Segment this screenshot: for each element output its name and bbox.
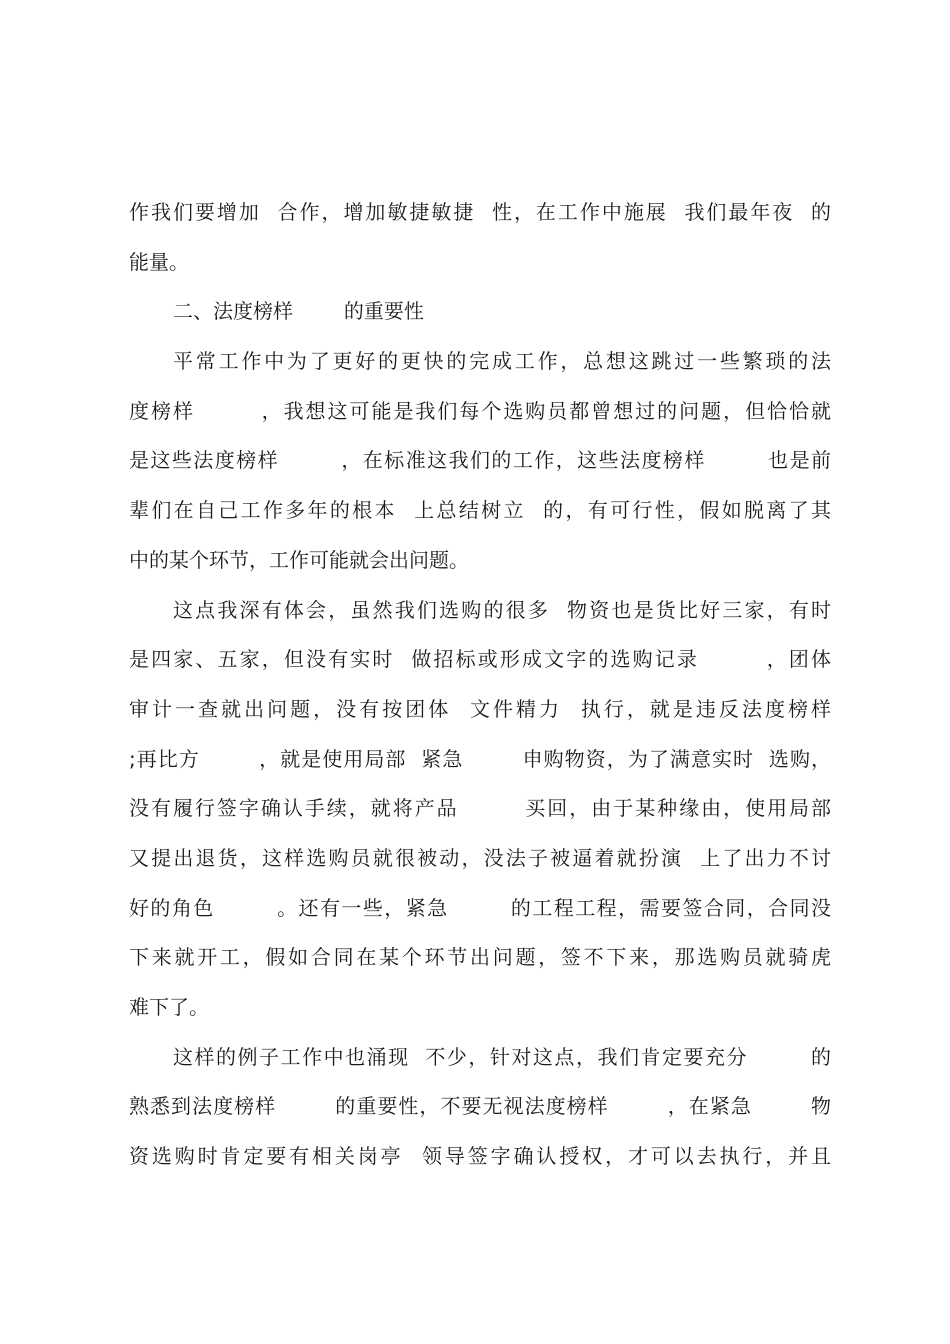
text-line: 下来就开工，假如合同在某个环节出问题，签不下来，那选购员就骑虎 [129, 945, 831, 970]
text-line: 又提出退货，这样选购员就很被动，没法子被逼着就扮演 上了出力不讨 [129, 845, 831, 870]
text-line: 辈们在自己工作多年的根本 上总结树立 的，有可行性，假如脱离了其 [129, 498, 831, 523]
text-line: ;再比方 ，就是使用局部 紧急 申购物资，为了满意实时 选购， [129, 746, 831, 771]
section-heading: 二、法度榜样 的重要性 [173, 299, 424, 324]
text-line: 这点我深有体会，虽然我们选购的很多 物资也是货比好三家，有时 [173, 597, 831, 622]
text-line: 这样的例子工作中也涌现 不少，针对这点，我们肯定要充分 的 [173, 1044, 831, 1069]
text-line: 作我们要增加 合作，增加敏捷敏捷 性，在工作中施展 我们最年夜 的 [129, 200, 831, 224]
text-line: 平常工作中为了更好的更快的完成工作，总想这跳过一些繁琐的法 [173, 349, 831, 374]
text-line: 资选购时肯定要有相关岗亭 领导签字确认授权，才可以去执行，并且 [129, 1144, 831, 1169]
text-line: 是四家、五家，但没有实时 做招标或形成文字的选购记录 ，团体 [129, 647, 831, 672]
text-line: 好的角色 。还有一些，紧急 的工程工程，需要签合同，合同没 [129, 895, 831, 920]
text-line: 熟悉到法度榜样 的重要性，不要无视法度榜样 ，在紧急 物 [129, 1094, 831, 1119]
text-line: 是这些法度榜样 ，在标准这我们的工作，这些法度榜样 也是前 [129, 448, 831, 473]
text-line: 没有履行签字确认手续，就将产品 买回，由于某种缘由，使用局部 [129, 796, 831, 821]
document-body [129, 188, 831, 1182]
text-line: 中的某个环节，工作可能就会出问题。 [129, 547, 469, 572]
text-line: 审计一查就出问题，没有按团体 文件精力 执行，就是违反法度榜样 [129, 696, 831, 721]
text-line: 度榜样 ，我想这可能是我们每个选购员都曾想过的问题，但恰恰就 [129, 398, 831, 423]
text-line: 难下了。 [129, 995, 209, 1019]
text-line: 能量。 [129, 249, 189, 274]
